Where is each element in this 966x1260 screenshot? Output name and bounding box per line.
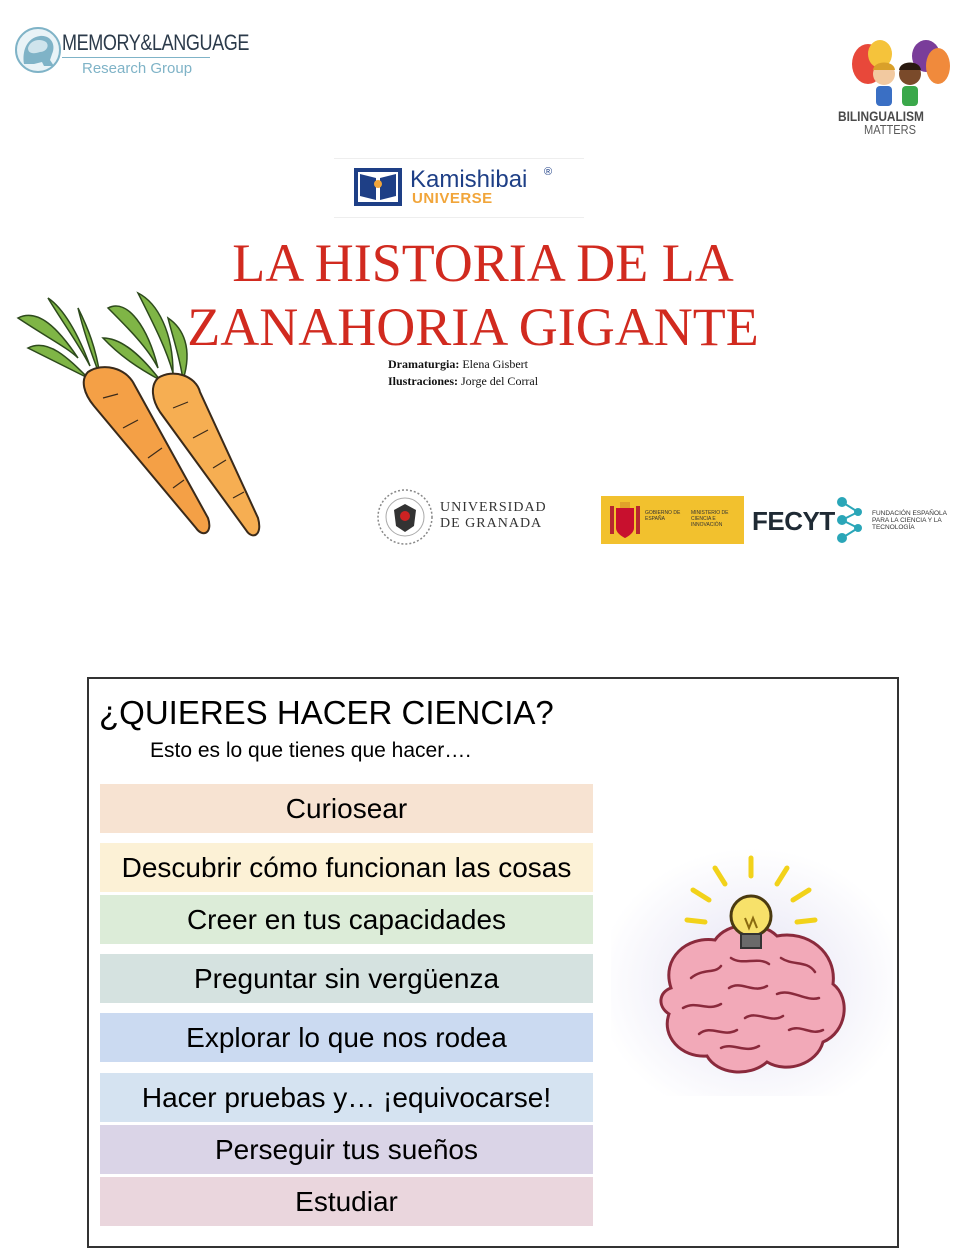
ugr-seal-icon	[376, 488, 434, 546]
step-item: Creer en tus capacidades	[100, 895, 593, 944]
bilingualism-balloons-icon	[846, 38, 956, 110]
memory-language-title: MEMORY&LANGUAGE	[62, 30, 249, 55]
step-item: Perseguir tus sueños	[100, 1125, 593, 1174]
ugr-name-line-1: UNIVERSIDAD	[440, 500, 547, 515]
step-item: Estudiar	[100, 1177, 593, 1226]
fecyt-molecule-icon	[832, 494, 868, 546]
spain-coat-of-arms-icon	[608, 500, 642, 540]
memory-language-logo	[14, 26, 64, 76]
story-title-line-2: ZANAHORIA GIGANTE	[187, 297, 759, 357]
step-item: Preguntar sin vergüenza	[100, 954, 593, 1003]
bilingualism-subtitle: MATTERS	[864, 122, 916, 137]
credit-label: Ilustraciones:	[388, 374, 458, 388]
step-item: Curiosear	[100, 784, 593, 833]
credit-dramaturgia	[388, 357, 528, 372]
story-title-line-1: LA HISTORIA DE LA	[232, 233, 734, 293]
gobierno-label: GOBIERNO DE ESPAÑA	[645, 510, 681, 522]
step-item: Hacer pruebas y… ¡equivocarse!	[100, 1073, 593, 1122]
ugr-name-line-2: DE GRANADA	[440, 516, 543, 531]
kamishibai-universe: UNIVERSE	[412, 190, 493, 207]
memory-language-divider	[62, 57, 210, 58]
panel-subtitle: Esto es lo que tienes que hacer….	[150, 739, 472, 762]
credit-value: Elena Gisbert	[462, 357, 528, 371]
step-item: Descubrir cómo funcionan las cosas	[100, 843, 593, 892]
credit-value: Jorge del Corral	[461, 374, 539, 388]
step-item: Explorar lo que nos rodea	[100, 1013, 593, 1062]
credit-label: Dramaturgia:	[388, 357, 460, 371]
credit-ilustraciones	[388, 374, 538, 389]
panel-title: ¿QUIERES HACER CIENCIA?	[99, 694, 554, 731]
ministerio-label: MINISTERIO DE CIENCIA E INNOVACIÓN	[691, 510, 729, 528]
kamishibai-book-icon	[352, 166, 404, 208]
brain-lightbulb-icon	[611, 848, 893, 1096]
kamishibai-name: Kamishibai	[410, 166, 528, 193]
bilingualism-title: BILINGUALISM	[838, 108, 924, 124]
fecyt-name: FECYT	[752, 506, 835, 536]
kamishibai-registered: ®	[544, 166, 553, 178]
fecyt-description: FUNDACIÓN ESPAÑOLA PARA LA CIENCIA Y LA TECNOLOGÍA	[872, 510, 947, 531]
memory-language-subtitle: Research Group	[82, 60, 193, 77]
